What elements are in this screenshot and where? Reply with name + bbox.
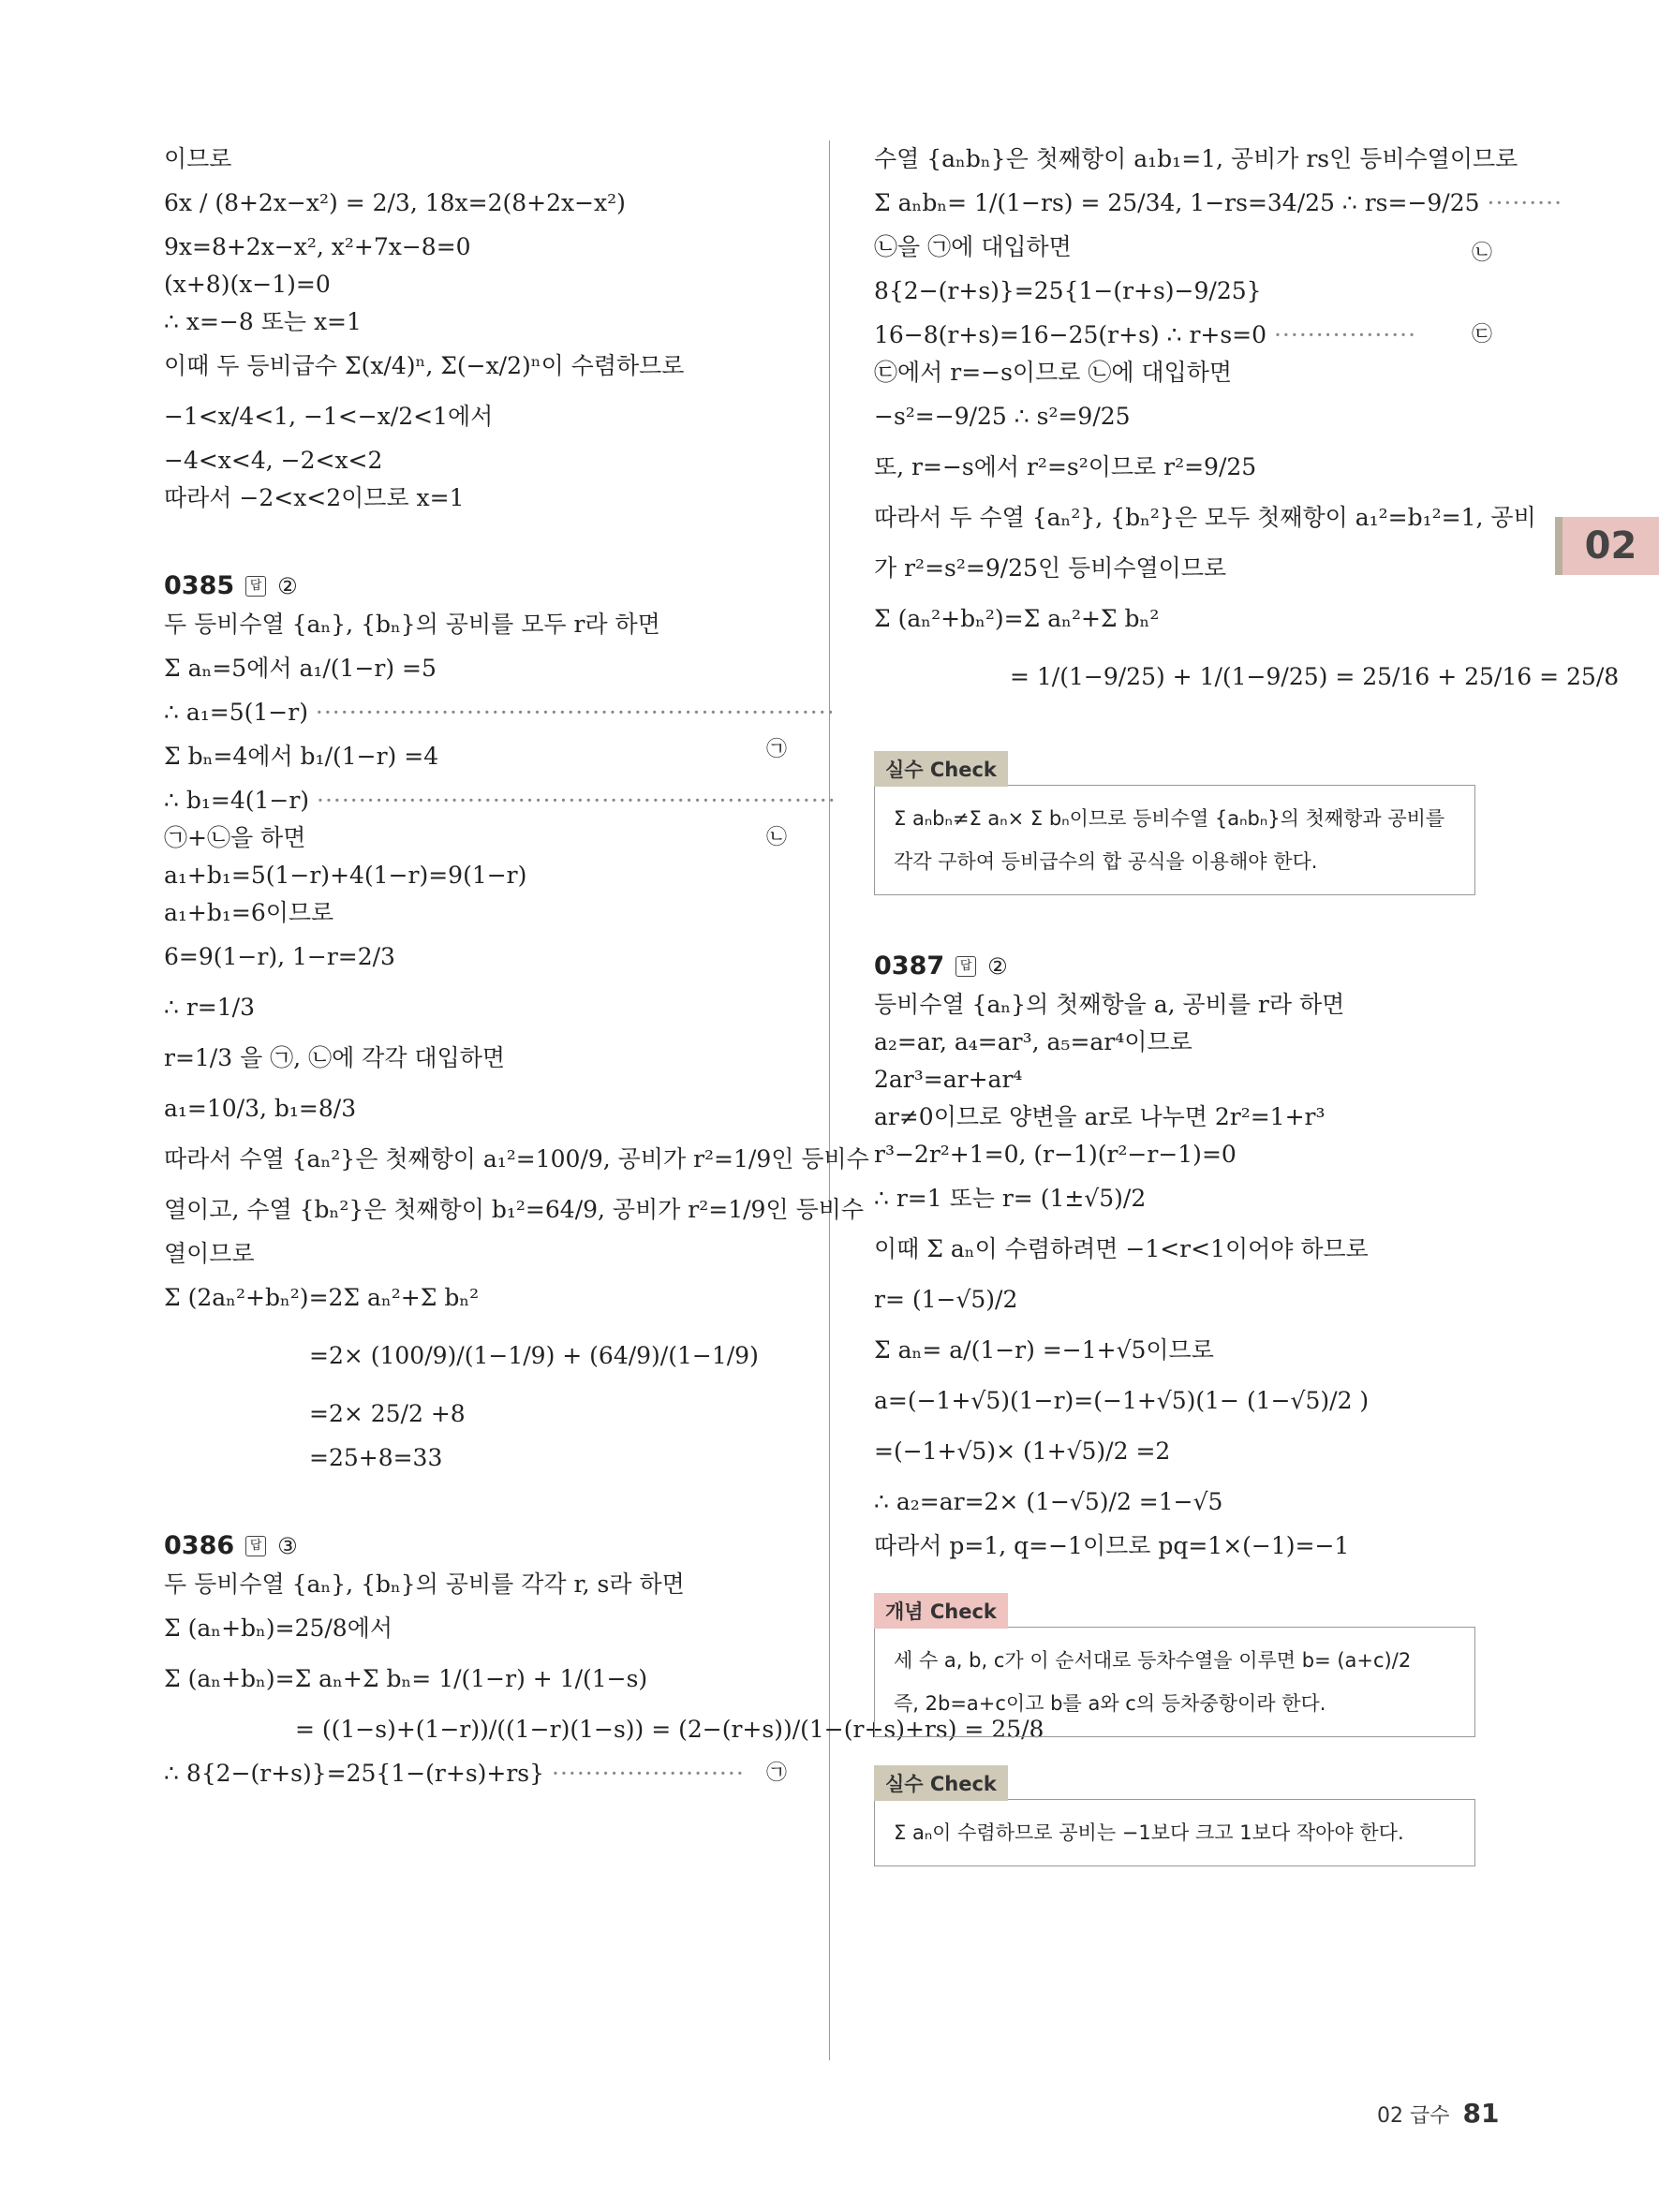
math-line: =25+8=33 <box>309 1444 443 1471</box>
problem-number: 0386 <box>164 1531 235 1560</box>
check-line: 즉, 2b=a+c이고 b를 a와 c의 등차중항이라 한다. <box>894 1692 1326 1715</box>
leader-dots: ······························································ <box>317 787 837 814</box>
math-text: ∴ b₁=4(1−r) <box>164 787 310 814</box>
text-line: 열이고, 수열 {bₙ²}은 첫째항이 b₁²=64/9, 공비가 r²=1/9인 등비수 <box>164 1196 865 1223</box>
mistake-check-box <box>874 751 1492 895</box>
math-line: a₂=ar, a₄=ar³, a₅=ar⁴이므로 <box>874 1028 1192 1055</box>
math-line: a₁+b₁=6이므로 <box>164 899 334 926</box>
math-line: 9x=8+2x−x², x²+7x−8=0 <box>164 233 471 260</box>
math-text: 16−8(r+s)=16−25(r+s) ∴ r+s=0 <box>874 321 1267 348</box>
math-line: a₁+b₁=5(1−r)+4(1−r)=9(1−r) <box>164 862 527 889</box>
circle-mark: ㉠ <box>765 738 787 761</box>
page-footer <box>1377 2098 1499 2129</box>
math-line: = 1/(1−9/25) + 1/(1−9/25) = 25/16 + 25/16 = 25/8 <box>1010 663 1620 690</box>
circle-mark: ㉡ <box>1471 242 1492 265</box>
page-number: 81 <box>1462 2098 1500 2129</box>
math-line: 6=9(1−r), 1−r=2/3 <box>164 943 395 970</box>
leader-dots: ········· <box>1487 189 1563 216</box>
text-line: 수열 {aₙbₙ}은 첫째항이 a₁b₁=1, 공비가 rs인 등비수열이므로 <box>874 145 1518 172</box>
check-line: 각각 구하여 등비급수의 합 공식을 이용해야 한다. <box>894 850 1318 873</box>
math-line: ∴ a₂=ar=2× (1−√5)/2 =1−√5 <box>874 1488 1223 1515</box>
math-line: a=(−1+√5)(1−r)=(−1+√5)(1− (1−√5)/2 ) <box>874 1387 1370 1414</box>
marked-line <box>164 1755 787 1792</box>
math-text: ∴ 8{2−(r+s)}=25{1−(r+s)+rs} <box>164 1760 545 1787</box>
circle-mark: ㉢ <box>1471 323 1492 347</box>
math-line: Σ (aₙ+bₙ)=25/8에서 <box>164 1615 393 1642</box>
answer-tag-icon: 답 <box>955 956 976 977</box>
math-line: ∴ x=−8 또는 x=1 <box>164 308 362 335</box>
math-line: =2× (100/9)/(1−1/9) + (64/9)/(1−1/9) <box>309 1342 759 1369</box>
chapter-tab: 02 <box>1563 517 1659 575</box>
math-line: =(−1+√5)× (1+√5)/2 =2 <box>874 1438 1171 1465</box>
math-line: 2ar³=ar+ar⁴ <box>874 1066 1023 1093</box>
math-line: −s²=−9/25 ∴ s²=9/25 <box>874 403 1131 430</box>
math-line: ∴ r=1 또는 r= (1±√5)/2 <box>874 1185 1147 1212</box>
check-label: 실수 Check <box>874 751 1008 787</box>
answer-tag-icon: 답 <box>245 1536 266 1556</box>
math-line: −4<x<4, −2<x<2 <box>164 447 383 474</box>
text-line: 열이므로 <box>164 1240 255 1267</box>
math-line: a₁=10/3, b₁=8/3 <box>164 1095 357 1122</box>
text-line: 따라서 수열 {aₙ²}은 첫째항이 a₁²=100/9, 공비가 r²=1/9인 등비수 <box>164 1145 869 1172</box>
text-line: ㉠+㉡을 하면 <box>164 824 306 851</box>
problem-header-0386 <box>164 1531 787 1560</box>
check-line: Σ aₙ이 수렴하므로 공비는 −1보다 크고 1보다 작아야 한다. <box>894 1821 1404 1844</box>
answer-choice: ③ <box>277 1532 298 1559</box>
concept-check-box <box>874 1593 1492 1737</box>
math-line: 또, r=−s에서 r²=s²이므로 r²=9/25 <box>874 453 1257 480</box>
marked-line <box>874 317 1492 354</box>
math-line: Σ aₙ=5에서 a₁/(1−r) =5 <box>164 655 437 682</box>
problem-header-0387 <box>874 951 1492 981</box>
leader-dots: ················· <box>1273 321 1417 348</box>
math-line: Σ bₙ=4에서 b₁/(1−r) =4 <box>164 743 439 770</box>
text-line: 이때 두 등비급수 Σ(x/4)ⁿ, Σ(−x/2)ⁿ이 수렴하므로 <box>164 352 685 379</box>
math-line: Σ (2aₙ²+bₙ²)=2Σ aₙ²+Σ bₙ² <box>164 1284 480 1311</box>
text-line: r=1/3 을 ㉠, ㉡에 각각 대입하면 <box>164 1044 506 1071</box>
check-line: 세 수 a, b, c가 이 순서대로 등차수열을 이루면 b= (a+c)/2 <box>894 1649 1412 1672</box>
math-line: r³−2r²+1=0, (r−1)(r²−r−1)=0 <box>874 1141 1237 1168</box>
math-line: (x+8)(x−1)=0 <box>164 271 331 298</box>
math-line: = ((1−s)+(1−r))/((1−r)(1−s)) = (2−(r+s))/(1−(r+s)+rs) = 25/8 <box>295 1716 1044 1743</box>
math-line: r= (1−√5)/2 <box>874 1286 1018 1313</box>
text-line: ㉡을 ㉠에 대입하면 <box>874 233 1072 260</box>
check-body <box>874 1627 1475 1737</box>
text-line: ar≠0이므로 양변을 ar로 나누면 2r²=1+r³ <box>874 1103 1326 1130</box>
check-body <box>874 785 1475 895</box>
text-line: 두 등비수열 {aₙ}, {bₙ}의 공비를 각각 r, s라 하면 <box>164 1571 685 1598</box>
math-line: 6x / (8+2x−x²) = 2/3, 18x=2(8+2x−x²) <box>164 189 626 216</box>
math-line: ∴ r=1/3 <box>164 994 255 1021</box>
mistake-check-box <box>874 1765 1492 1866</box>
footer-chapter: 02 급수 <box>1377 2104 1450 2128</box>
math-line: −1<x/4<1, −1<−x/2<1에서 <box>164 403 494 430</box>
text-line: 따라서 p=1, q=−1이므로 pq=1×(−1)=−1 <box>874 1532 1350 1559</box>
answer-choice: ② <box>277 572 298 599</box>
text-line: 두 등비수열 {aₙ}, {bₙ}의 공비를 모두 r라 하면 <box>164 611 660 638</box>
leader-dots: ······················· <box>552 1760 745 1787</box>
text-line: 이므로 <box>164 145 232 172</box>
math-line: =2× 25/2 +8 <box>309 1400 466 1427</box>
leader-dots: ······························································ <box>315 699 836 726</box>
circle-mark: ㉡ <box>765 826 787 849</box>
text-line: 가 r²=s²=9/25인 등비수열이므로 <box>874 554 1227 582</box>
text-line: 따라서 −2<x<2이므로 x=1 <box>164 484 465 511</box>
column-divider <box>829 140 830 2060</box>
math-text: Σ aₙbₙ= 1/(1−rs) = 25/34, 1−rs=34/25 ∴ rs=−9/25 <box>874 189 1480 216</box>
text-line: 이때 Σ aₙ이 수렴하려면 −1<r<1이어야 하므로 <box>874 1235 1369 1262</box>
check-label: 실수 Check <box>874 1765 1008 1801</box>
text-line: ㉢에서 r=−s이므로 ㉡에 대입하면 <box>874 359 1233 386</box>
math-text: ∴ a₁=5(1−r) <box>164 699 308 726</box>
problem-number: 0385 <box>164 571 235 600</box>
problem-number: 0387 <box>874 951 945 981</box>
answer-choice: ② <box>987 952 1008 980</box>
circle-mark: ㉠ <box>765 1762 787 1785</box>
problem-header-0385 <box>164 571 787 600</box>
check-line: Σ aₙbₙ≠Σ aₙ× Σ bₙ이므로 등비수열 {aₙbₙ}의 첫째항과 공비를 <box>894 807 1445 830</box>
math-line: Σ (aₙ²+bₙ²)=Σ aₙ²+Σ bₙ² <box>874 605 1160 632</box>
check-body <box>874 1799 1475 1866</box>
math-line: 8{2−(r+s)}=25{1−(r+s)−9/25} <box>874 277 1262 304</box>
math-line: Σ aₙ= a/(1−r) =−1+√5이므로 <box>874 1336 1214 1364</box>
answer-tag-icon: 답 <box>245 576 266 597</box>
check-label: 개념 Check <box>874 1593 1008 1629</box>
text-line: 따라서 두 수열 {aₙ²}, {bₙ²}은 모두 첫째항이 a₁²=b₁²=1, 공비 <box>874 504 1536 531</box>
math-line: Σ (aₙ+bₙ)=Σ aₙ+Σ bₙ= 1/(1−r) + 1/(1−s) <box>164 1665 648 1692</box>
text-line: 등비수열 {aₙ}의 첫째항을 a, 공비를 r라 하면 <box>874 991 1345 1018</box>
